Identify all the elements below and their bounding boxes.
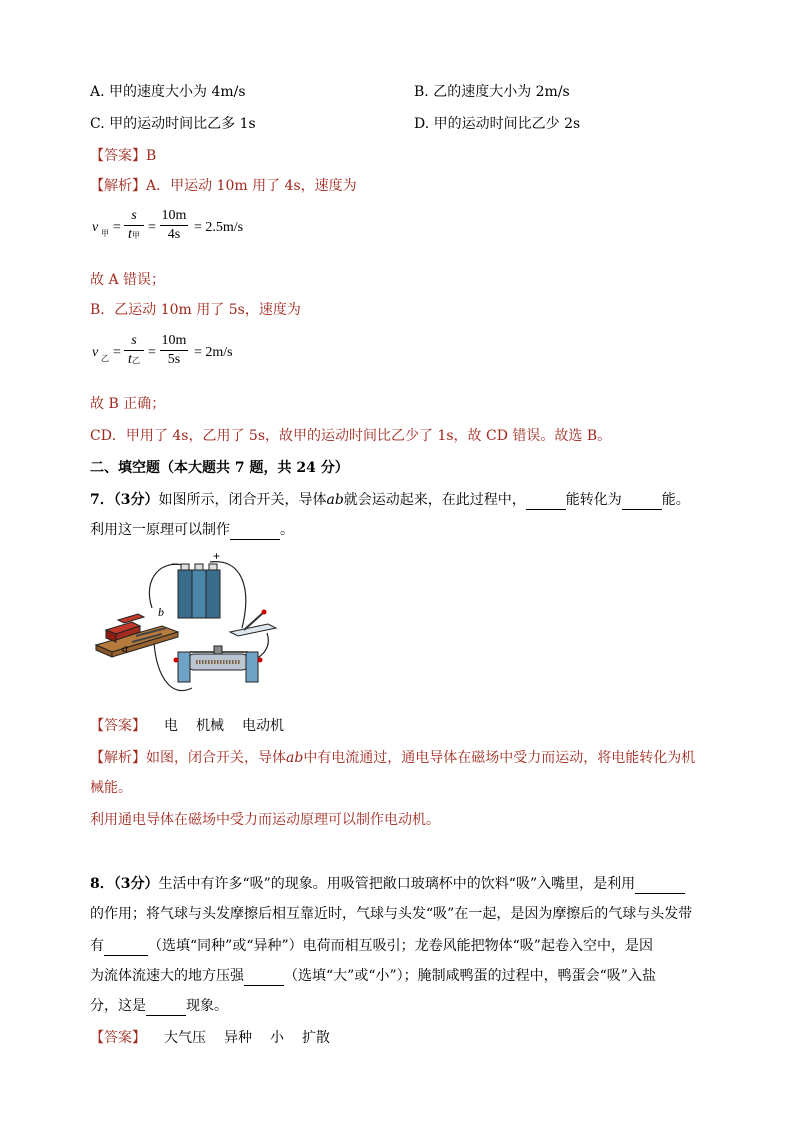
answer-2: 异种 [224,1030,252,1046]
q7-line1: 7．（3分）如图所示，闭合开关，导体ab就会运动起来，在此过程中， 能转化为 能。 [90,492,690,508]
q6-analysis-line1: 【解析】A．甲运动 10m 用了 4s，速度为 [90,178,357,194]
q6-analysis-line2: 故 A 错误； [90,272,166,288]
answer-1: 大气压 [164,1030,206,1046]
answer-1: 电 [164,718,178,734]
q8-blank-1 [635,877,685,894]
answer-tag: 【答案】 [90,1030,146,1046]
equation-2: v 乙 = s t乙 = 10m 5s = 2m/s [92,333,233,367]
q8-blank-3 [244,969,284,986]
q6-option-a: A. 甲的速度大小为 4m/s [90,84,246,100]
q8-blank-2 [104,939,148,956]
fraction-values: 10m 5s [161,333,187,367]
motor-apparatus-figure [92,548,282,703]
answer-tag: 【答案】 [90,718,146,734]
q8-number: 8．（3分） [90,876,159,892]
fraction-values: 10m 4s [161,208,187,242]
q6-analysis-line3: B．乙运动 10m 用了 5s，速度为 [90,302,301,318]
analysis-tag: 【解析】 [90,750,146,766]
q8-line1: 8．（3分）生活中有许多“吸”的现象。用吸管把敞口玻璃杯中的饮料“吸”入嘴里，是利用 [90,874,685,894]
answer-3: 电动机 [242,718,284,734]
answer-tag: 【答案】 [90,148,146,164]
rheostat [174,646,263,682]
q7-answer [90,716,284,736]
analysis-tag: 【解析】 [90,178,146,194]
answer-2: 机械 [196,718,224,734]
q8-line4: 为流体流速大的地方压强 （选填“大”或“小”）；腌制咸鸭蛋的过程中，鸭蛋会“吸”入盐 [90,968,656,984]
answer-value: B [146,148,157,164]
q6-answer [90,146,156,166]
q8-blank-4 [146,999,186,1016]
q7-analysis-line3: 利用通电导体在磁场中受力而运动原理可以制作电动机。 [90,812,440,828]
answer-4: 扩散 [302,1030,330,1046]
q6-option-b: B. 乙的速度大小为 2m/s [414,84,570,100]
fraction-s-over-t: s t甲 [124,208,144,243]
equation-1: v 甲 = s t甲 = 10m 4s = 2.5m/s [92,208,244,242]
plus-sign: + [213,549,221,563]
label-b: b [158,605,164,619]
q7-number: 7．（3分） [90,492,159,508]
q7-analysis-line1: 【解析】如图，闭合开关，导体ab中有电流通过，通电导体在磁场中受力而运动，将电能转化为机 [90,750,696,766]
minus-sign: − [171,557,179,571]
answer-3: 小 [270,1030,284,1046]
fraction-s-over-t: s t乙 [124,333,144,368]
q6-analysis-line5: CD．甲用了 4s，乙用了 5s，故甲的运动时间比乙少了 1s，故 CD 错误。故选 B。 [90,428,612,444]
q7-line2: 利用这一原理可以制作 。 [90,522,294,538]
switch [230,610,276,637]
q6-option-c: C. 甲的运动时间比乙多 1s [90,116,256,132]
q7-blank-2 [622,493,662,510]
q7-analysis-line2: 械能。 [90,780,132,796]
q8-line3: 有 （选填“同种”或“异种”）电荷而相互吸引；龙卷风能把物体“吸”起卷入空中，是因 [90,938,653,954]
q8-line5: 分，这是 现象。 [90,998,228,1014]
battery-pack [178,564,220,618]
q7-blank-1 [526,493,566,510]
section-title: 二、填空题（本大题共 7 题，共 24 分） [90,460,349,476]
label-a: a [122,641,128,655]
q6-option-d: D. 甲的运动时间比乙少 2s [414,116,581,132]
q6-analysis-line4: 故 B 正确； [90,396,166,412]
q7-blank-3 [230,523,280,540]
q8-answer [90,1028,330,1048]
q8-line2: 的作用；将气球与头发摩擦后相互靠近时，气球与头发“吸”在一起，是因为摩擦后的气球与头发带 [90,906,693,922]
